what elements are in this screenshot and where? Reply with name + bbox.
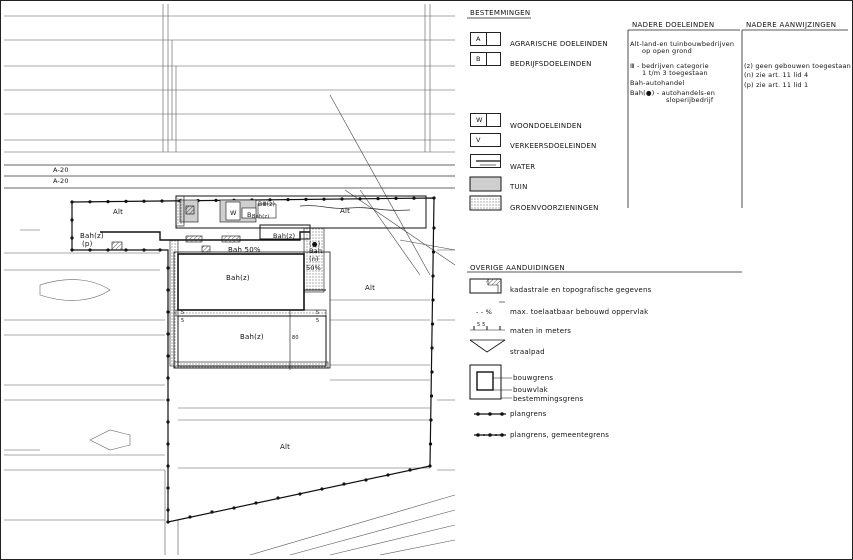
legend-title-bestemmingen: BESTEMMINGEN <box>470 9 531 17</box>
zone-label-bah: (●) <box>309 240 321 248</box>
legend-label: maten in meters <box>510 327 572 335</box>
legend-swatch-a: A <box>470 32 501 46</box>
legend-label: bestemmingsgrens <box>513 395 584 403</box>
legend-label: plangrens, gemeentegrens <box>510 431 610 439</box>
dimension-label: 5 <box>181 318 185 324</box>
legend-label: WATER <box>510 163 536 171</box>
road-label: A-20 <box>53 177 69 185</box>
legend-label: BEDRIJFSDOELEINDEN <box>510 60 592 68</box>
legend-swatch-b: B <box>470 52 501 66</box>
legend-label: WOONDOELEINDEN <box>510 122 582 130</box>
legend-note: sloperijbedrijf <box>666 96 714 104</box>
zone-label-bah: Bah(z) <box>252 214 270 220</box>
legend-plangrens-dots <box>476 412 504 437</box>
zone-label-alt: Alt <box>340 207 351 215</box>
legend-label: VERKEERSDOELEINDEN <box>510 142 597 150</box>
legend-swatch-water <box>470 154 501 168</box>
zone-label-bah: Bah(z) <box>226 274 250 282</box>
dimension-label: 80 <box>292 335 299 341</box>
legend-note: Ⅲ - bedrijven categorie <box>630 62 709 70</box>
legend-swatch-v: V <box>470 133 501 147</box>
legend-label: bouwgrens <box>513 374 554 382</box>
legend-label: bouwvlak <box>513 386 548 394</box>
tuin-areas <box>112 200 276 252</box>
legend-note: (z) geen gebouwen toegestaan <box>744 62 851 70</box>
zone-code-w: W <box>230 209 237 217</box>
legend-note: 1 t/m 3 toegestaan <box>642 69 708 77</box>
legend-note: (p) zie art. 11 lid 1 <box>744 81 809 89</box>
zone-label-bah: Bah <box>309 247 323 255</box>
zone-label-bah: Bah(z) <box>240 333 264 341</box>
zone-label-bah: (p) <box>82 240 93 248</box>
zone-label-bah: (n) <box>309 255 319 263</box>
legend-title-overige: OVERIGE AANDUIDINGEN <box>470 264 565 272</box>
legend-pct-symbol: - - % <box>476 308 492 316</box>
legend-label: straalpad <box>510 348 545 356</box>
legend-note: Bah-autohandel <box>630 79 685 87</box>
legend-symbols <box>470 161 512 435</box>
legend-label: TUIN <box>510 183 528 191</box>
zone-label-alt: Alt <box>280 443 291 451</box>
legend-note: Bah(●) - autohandels-en <box>630 89 716 97</box>
legend-swatch-w: W <box>470 113 501 127</box>
zone-label-alt: Alt <box>113 208 124 216</box>
zone-label-bah: 50% <box>306 264 322 272</box>
dimension-label: 5 <box>316 310 320 316</box>
legend-dim-sample: 5 5 <box>477 322 486 328</box>
zone-label-alt: Alt <box>365 284 376 292</box>
zone-label-bah: Bah(z) <box>80 232 104 240</box>
legend-note: (n) zie art. 11 lid 4 <box>744 71 809 79</box>
zone-code-b: B <box>247 211 252 219</box>
legend-label: GROENVOORZIENINGEN <box>510 204 599 212</box>
legend-col-header: NADERE AANWIJZINGEN <box>746 21 837 29</box>
legend-col-header: NADERE DOELEINDEN <box>632 21 715 29</box>
zone-label-bah: Bah 50% <box>228 246 261 254</box>
legend-note: Alt-land-en tuinbouwbedrijven <box>630 40 735 48</box>
zone-label-bah: Bah(z) <box>273 232 296 240</box>
legend-label: plangrens <box>510 410 547 418</box>
road-label: A-20 <box>53 166 69 174</box>
dimension-label: 5 <box>181 310 185 316</box>
building-plots <box>100 196 426 370</box>
legend-label: AGRARISCHE DOELEINDEN <box>510 40 608 48</box>
zone-code-biii: BⅢ(z) <box>258 201 276 208</box>
legend-note: op open grond <box>642 47 692 55</box>
legend-label: max. toelaatbaar bebouwd oppervlak <box>510 308 649 316</box>
legend-label: kadastrale en topografische gegevens <box>510 286 652 294</box>
dimension-label: 5 <box>316 318 320 324</box>
